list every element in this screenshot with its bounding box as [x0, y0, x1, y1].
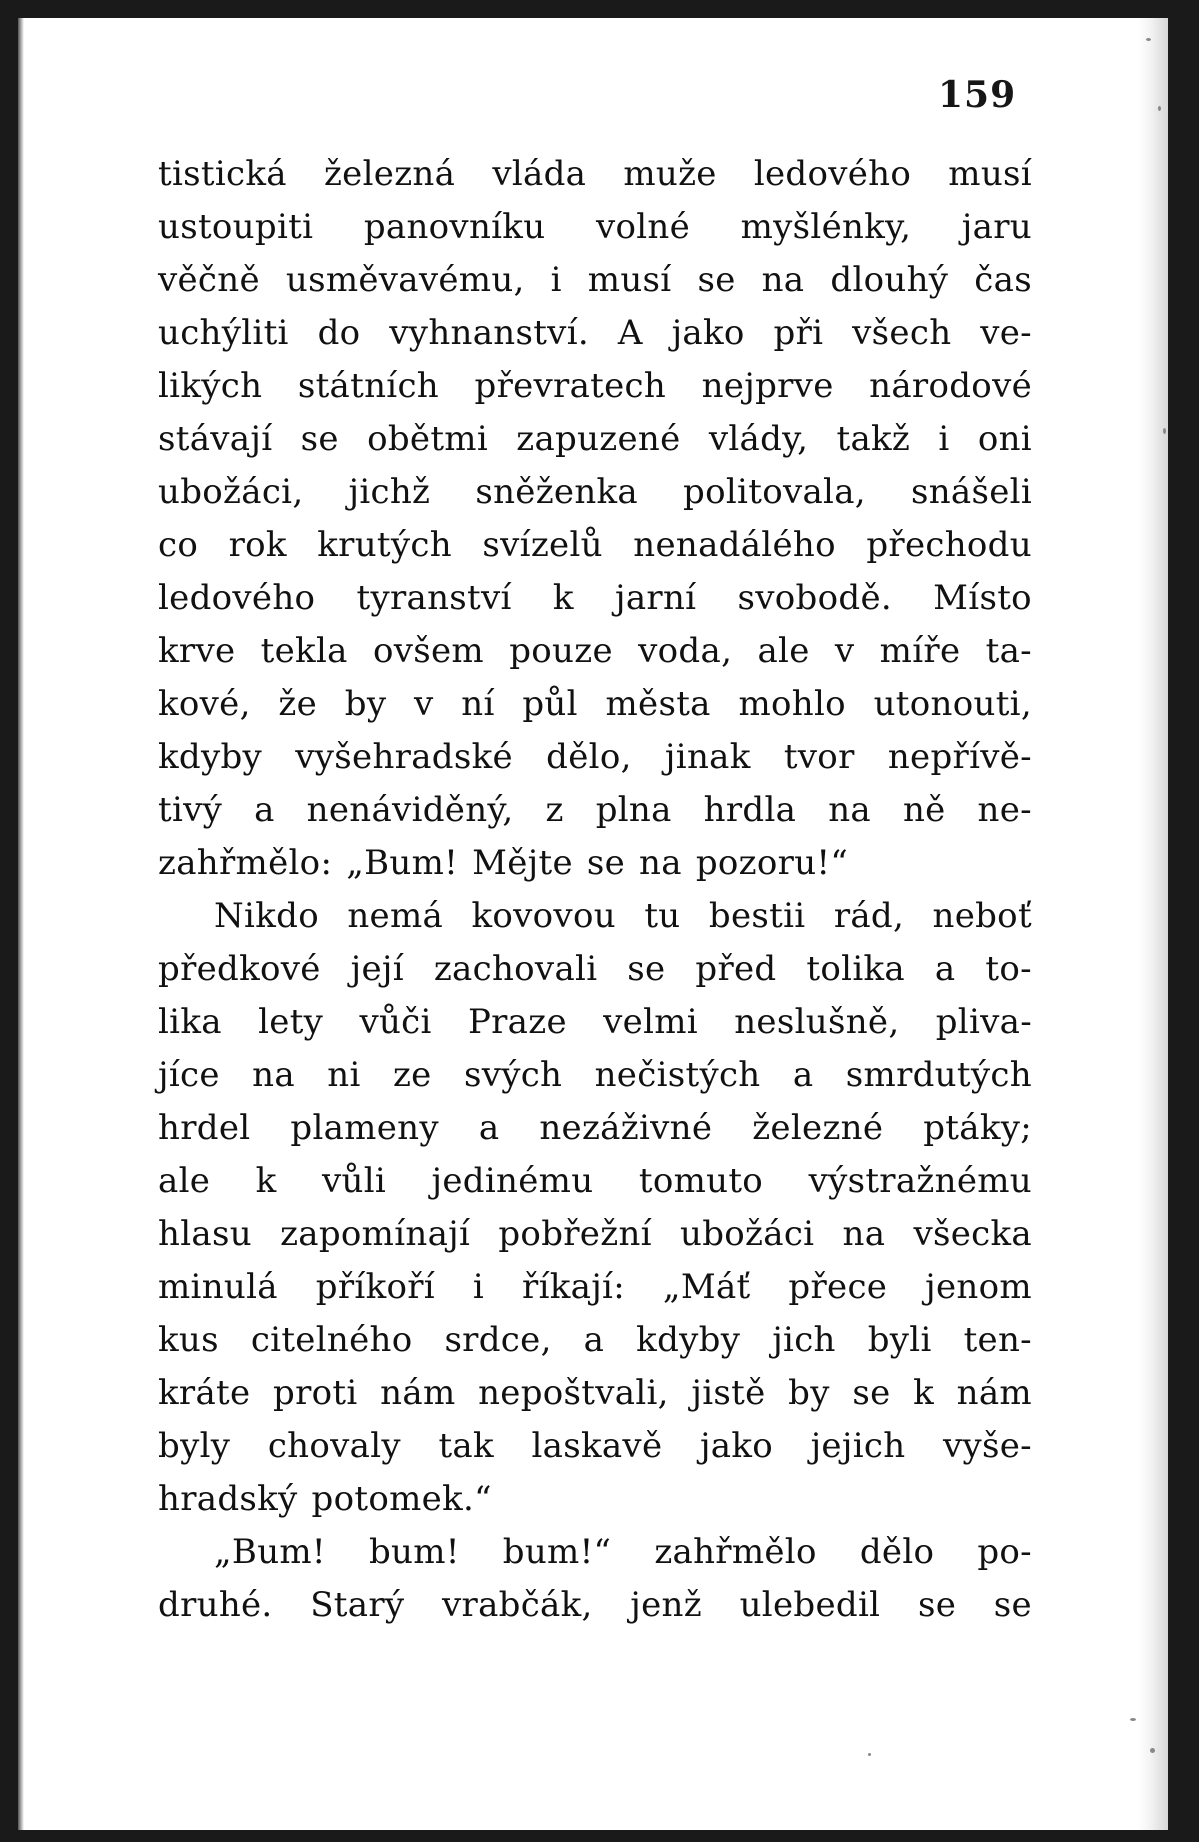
word: Místo [933, 578, 1032, 618]
word: jinak [664, 737, 751, 777]
word: se [852, 1373, 891, 1413]
word: se [300, 419, 339, 459]
word: hrdel [158, 1108, 251, 1148]
word: tistická [158, 154, 287, 194]
word: míře [879, 631, 961, 671]
word: ni [327, 1055, 361, 1095]
word: zahřmělo: [158, 843, 333, 883]
word: to- [985, 949, 1032, 989]
word: snášeli [910, 472, 1032, 512]
word: ale [158, 1161, 211, 1201]
scan-speck [1130, 1718, 1136, 1721]
word: musí [587, 260, 672, 300]
word: tekla [260, 631, 348, 671]
word: všech [852, 313, 952, 353]
word: předkové [158, 949, 321, 989]
word: ze [392, 1055, 432, 1095]
word: ubožáci [680, 1214, 815, 1254]
word: ní [461, 684, 495, 724]
word: by [788, 1373, 830, 1413]
word: kové, [158, 684, 251, 724]
text-line [158, 1579, 1032, 1632]
word: pobřežní [498, 1214, 652, 1254]
word: krve [158, 631, 236, 671]
word: neslušně, [734, 1002, 900, 1042]
word: zapuzené [516, 419, 681, 459]
text-line [158, 678, 1032, 731]
word: nenadálého [633, 525, 836, 565]
word: Mějte [472, 843, 573, 883]
word: k [552, 578, 574, 618]
word: říkají: [522, 1267, 625, 1307]
word: tvor [783, 737, 855, 777]
word: jaru [961, 207, 1032, 247]
word: zahřmělo [654, 1532, 817, 1572]
word: minulá [158, 1267, 278, 1307]
text-line [158, 1102, 1032, 1155]
word: laskavě [531, 1426, 663, 1466]
word: velmi [603, 1002, 698, 1042]
word: tyranství [356, 578, 512, 618]
word: na [639, 843, 682, 883]
text-line [158, 572, 1032, 625]
text-line [158, 1526, 1032, 1579]
word: by [344, 684, 387, 724]
word: potomek.“ [311, 1479, 492, 1519]
word: vůči [359, 1002, 432, 1042]
text-line [158, 466, 1032, 519]
word: ve- [980, 313, 1032, 353]
text-line [158, 837, 1032, 890]
word: vrabčák, [442, 1585, 593, 1625]
word: mohlo [738, 684, 846, 724]
word: likých [158, 366, 263, 406]
scan-speck [1146, 38, 1151, 41]
word: co [158, 525, 199, 565]
word: k [913, 1373, 935, 1413]
word: ne- [977, 790, 1032, 830]
word: věčně [158, 260, 260, 300]
text-line [158, 625, 1032, 678]
word: A [617, 313, 643, 353]
word: neboť [932, 896, 1032, 936]
word: tu [644, 896, 681, 936]
word: „Máť [662, 1267, 751, 1307]
text-line [158, 1049, 1032, 1102]
word: uchýliti [158, 313, 289, 353]
word: plna [595, 790, 672, 830]
word: rok [228, 525, 287, 565]
word: plameny [290, 1108, 439, 1148]
word: utonouti, [873, 684, 1032, 724]
text-line [158, 148, 1032, 201]
word: hrdla [703, 790, 797, 830]
word: z [545, 790, 564, 830]
word: „Bum! [214, 1532, 326, 1572]
word: dělo [859, 1532, 935, 1572]
word: na [252, 1055, 295, 1095]
word: před [695, 949, 777, 989]
word: voda, [638, 631, 733, 671]
word: svízelů [482, 525, 603, 565]
text-line [158, 201, 1032, 254]
word: i [938, 419, 950, 459]
scan-speck [868, 1753, 871, 1756]
word: na [842, 1214, 886, 1254]
word: se [993, 1585, 1032, 1625]
text-line [158, 360, 1032, 413]
word: zapomínají [280, 1214, 471, 1254]
word: ledového [753, 154, 912, 194]
word: jako [699, 1426, 774, 1466]
word: se [627, 949, 666, 989]
word: politovala, [683, 472, 866, 512]
word: nenáviděný, [306, 790, 514, 830]
word: kdyby [158, 737, 263, 777]
word: že [278, 684, 318, 724]
word: tomuto [638, 1161, 764, 1201]
word: nepřívě- [887, 737, 1032, 777]
text-line [158, 1473, 1032, 1526]
word: stávají [158, 419, 273, 459]
word: ustoupiti [158, 207, 314, 247]
word: vůli [322, 1161, 387, 1201]
text-line [158, 1420, 1032, 1473]
word: tivý [158, 790, 223, 830]
page-edge-shadow [1138, 18, 1168, 1830]
word: myšlénky, [740, 207, 912, 247]
word: ta- [985, 631, 1032, 671]
word: jichž [348, 472, 431, 512]
word: dlouhý [830, 260, 949, 300]
word: pozoru!“ [695, 843, 849, 883]
word: ubožáci, [158, 472, 304, 512]
word: na [761, 260, 805, 300]
word: a [254, 790, 275, 830]
word: jenž [630, 1585, 702, 1625]
word: nejprve [701, 366, 834, 406]
word: lety [258, 1002, 324, 1042]
text-line [158, 1155, 1032, 1208]
word: nepoštvali, [478, 1373, 669, 1413]
word: kovovou [471, 896, 616, 936]
word: její [350, 949, 404, 989]
word: jíce [158, 1055, 220, 1095]
word: převratech [474, 366, 667, 406]
word: bum!“ [502, 1532, 612, 1572]
scan-speck [1163, 428, 1166, 434]
word: se [586, 843, 626, 883]
word: jako [671, 313, 745, 353]
word: svých [463, 1055, 563, 1095]
word: přechodu [866, 525, 1032, 565]
word: pouze [509, 631, 613, 671]
text-line [158, 731, 1032, 784]
page-number: 159 [938, 74, 1017, 116]
word: hradský [158, 1479, 298, 1519]
word: nezáživné [539, 1108, 713, 1148]
word: vyhnanství. [389, 313, 589, 353]
word: železná [323, 154, 456, 194]
word: nečistých [594, 1055, 761, 1095]
body-text [158, 148, 1032, 1632]
text-line [158, 943, 1032, 996]
word: národové [869, 366, 1032, 406]
word: i [472, 1267, 485, 1307]
word: nám [956, 1373, 1032, 1413]
text-line [158, 254, 1032, 307]
word: nemá [347, 896, 444, 936]
word: volné [595, 207, 691, 247]
word: do [317, 313, 361, 353]
word: pliva- [935, 1002, 1032, 1042]
word: druhé. [158, 1585, 273, 1625]
word: kdyby [636, 1320, 741, 1360]
word: svobodě. [737, 578, 892, 618]
word: při [773, 313, 824, 353]
word: srdce, [444, 1320, 552, 1360]
word: zachovali [433, 949, 598, 989]
word: výstražnému [808, 1161, 1032, 1201]
word: tak [438, 1426, 494, 1466]
word: ale [757, 631, 810, 671]
word: rád, [833, 896, 905, 936]
word: a [934, 949, 956, 989]
word: panovníku [363, 207, 546, 247]
text-line [158, 784, 1032, 837]
word: města [605, 684, 711, 724]
word: státních [297, 366, 439, 406]
word: sněženka [475, 472, 638, 512]
word: příkoří [315, 1267, 435, 1307]
text-line [158, 1367, 1032, 1420]
book-page [18, 18, 1168, 1830]
word: ovšem [372, 631, 484, 671]
word: krutých [317, 525, 452, 565]
word: na [828, 790, 871, 830]
text-line [158, 1208, 1032, 1261]
word: jedinému [431, 1161, 594, 1201]
word: proti [273, 1373, 358, 1413]
word: a [583, 1320, 605, 1360]
word: všecka [913, 1214, 1032, 1254]
word: a [792, 1055, 814, 1095]
word: půl [522, 684, 578, 724]
word: vlády, [708, 419, 809, 459]
word: jarní [614, 578, 697, 618]
word: k [255, 1161, 277, 1201]
word: byly [158, 1426, 231, 1466]
word: jich [772, 1320, 836, 1360]
word: se [697, 260, 736, 300]
word: Praze [467, 1002, 567, 1042]
word: vyše- [942, 1426, 1032, 1466]
text-line [158, 1314, 1032, 1367]
word: a [478, 1108, 500, 1148]
word: Starý [310, 1585, 405, 1625]
word: byli [867, 1320, 932, 1360]
word: tolika [806, 949, 905, 989]
word: usměvavému, [285, 260, 525, 300]
word: i [550, 260, 562, 300]
word: se [917, 1585, 957, 1625]
word: chovaly [267, 1426, 401, 1466]
text-line [158, 519, 1032, 572]
word: po- [977, 1532, 1032, 1572]
word: čas [974, 260, 1032, 300]
word: „Bum! [346, 843, 459, 883]
word: v [414, 684, 434, 724]
word: lika [158, 1002, 222, 1042]
word: takž [836, 419, 911, 459]
word: kus [158, 1320, 219, 1360]
text-line [158, 307, 1032, 360]
word: oni [977, 419, 1032, 459]
scan-speck [1150, 1748, 1155, 1753]
word: nám [380, 1373, 456, 1413]
word: smrdutých [845, 1055, 1032, 1095]
word: jistě [691, 1373, 766, 1413]
text-line [158, 890, 1032, 943]
word: v [834, 631, 855, 671]
word: ptáky; [923, 1108, 1032, 1148]
word: dělo, [546, 737, 632, 777]
text-line [158, 996, 1032, 1049]
word: ně [902, 790, 946, 830]
word: citelného [250, 1320, 413, 1360]
word: Nikdo [214, 896, 319, 936]
text-line [158, 413, 1032, 466]
word: ten- [963, 1320, 1032, 1360]
word: vyšehradské [295, 737, 513, 777]
word: jenom [925, 1267, 1032, 1307]
word: železné [752, 1108, 884, 1148]
word: musí [948, 154, 1032, 194]
page-binding-edge [18, 18, 24, 1830]
word: hlasu [158, 1214, 252, 1254]
word: kráte [158, 1373, 251, 1413]
word: bestii [708, 896, 806, 936]
word: muže [623, 154, 717, 194]
scan-speck [1158, 106, 1161, 111]
word: přece [788, 1267, 888, 1307]
word: obětmi [367, 419, 488, 459]
text-line [158, 1261, 1032, 1314]
word: bum! [368, 1532, 460, 1572]
word: vláda [492, 154, 587, 194]
word: ulebedil [739, 1585, 881, 1625]
word: ledového [158, 578, 316, 618]
word: jejich [810, 1426, 906, 1466]
